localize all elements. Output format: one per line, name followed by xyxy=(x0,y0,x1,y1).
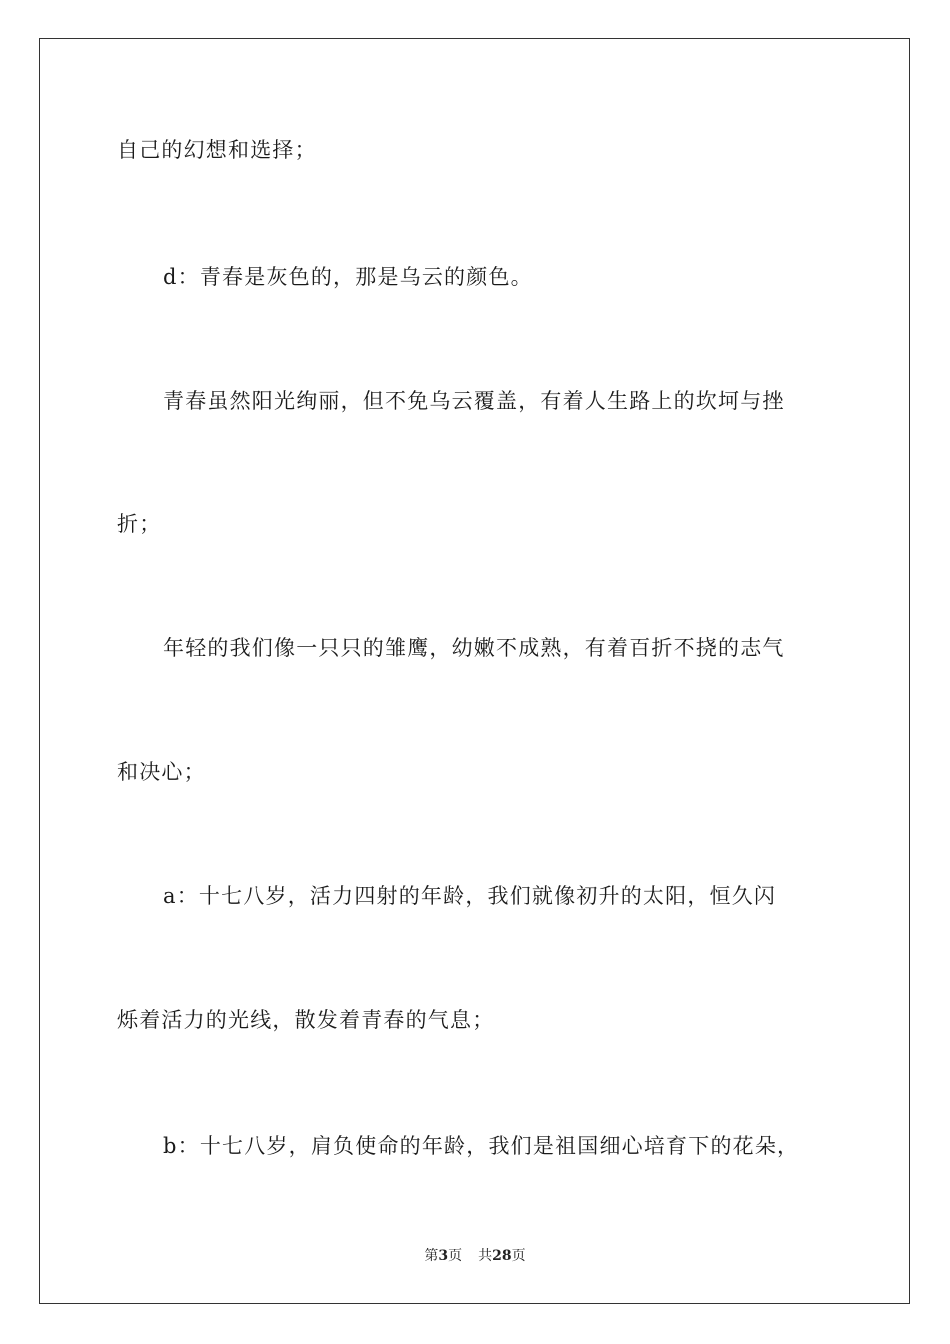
footer-page-suffix: 页 xyxy=(448,1248,463,1264)
footer-total-suffix: 页 xyxy=(511,1248,526,1264)
text-line-2: d：青春是灰色的，那是乌云的颜色。 xyxy=(163,265,533,289)
text-line-5: 年轻的我们像一只只的雏鹰，幼嫩不成熟，有着百折不挠的志气 xyxy=(163,636,785,660)
footer-total-pages: 28 xyxy=(492,1248,512,1264)
text-line-6: 和决心； xyxy=(117,760,206,784)
text-line-9: b：十七八岁，肩负使命的年龄，我们是祖国细心培育下的花朵， xyxy=(163,1134,800,1158)
page-footer xyxy=(0,1246,950,1266)
text-line-4: 折； xyxy=(117,512,162,536)
footer-page-prefix: 第 xyxy=(424,1248,439,1264)
text-line-3: 青春虽然阳光绚丽，但不免乌云覆盖，有着人生路上的坎坷与挫 xyxy=(163,389,785,413)
page-border xyxy=(39,38,910,1304)
text-line-8: 烁着活力的光线，散发着青春的气息； xyxy=(117,1008,495,1032)
footer-page-number: 3 xyxy=(438,1248,449,1264)
text-line-1: 自己的幻想和选择； xyxy=(117,138,317,162)
text-line-7: a：十七八岁，活力四射的年龄，我们就像初升的太阳，恒久闪 xyxy=(163,884,777,908)
footer-total-prefix: 共 xyxy=(478,1248,493,1264)
